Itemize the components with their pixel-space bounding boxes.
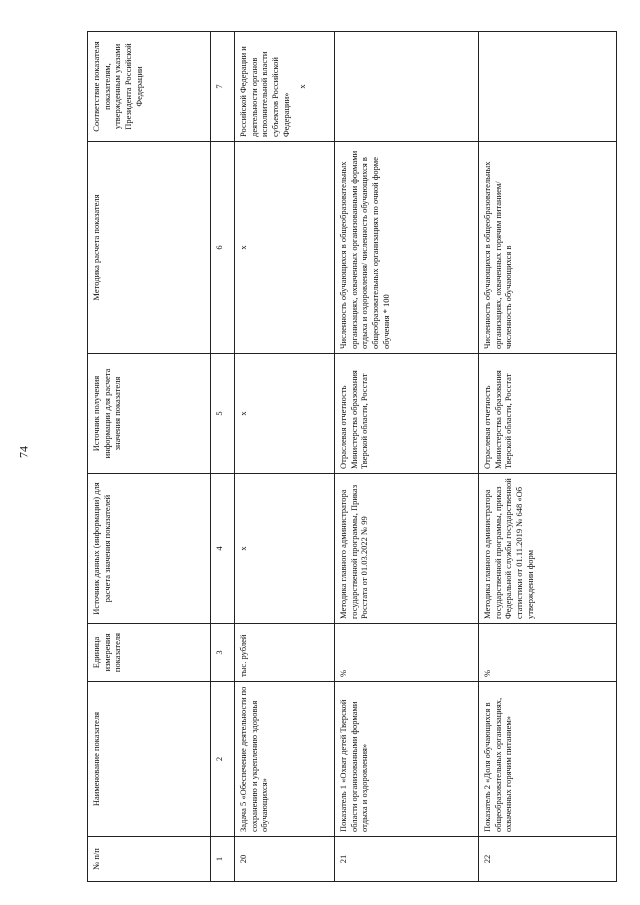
header-cell-info-source: Источник получения информации для расчета значения показателя [88,354,211,474]
compliance-cell [335,32,479,142]
table-row [235,32,335,882]
compliance-value: х [297,84,308,89]
indicator-table [87,31,617,882]
rotated-table-container [87,32,617,882]
indicator-name: Показатель 2 «Доля обучающихся в общеобразовательных организациях, охваченных горячим питанием» [479,682,617,837]
compliance-cell [235,32,335,142]
info-source-cell: Отраслевая отчетность Министерства образования Тверской области, Росстат [479,354,617,474]
page-number: 74 [16,446,31,458]
column-number: 3 [211,624,235,682]
header-cell-name: Наименование показателя [88,682,211,837]
indicator-name: Задача 5 «Обеспечение деятельности по сохранению и укреплению здоровья обучающихся» [235,682,335,837]
indicator-name: Показатель 1 «Охват детей Тверской области организованными формами отдыха и оздоровления» [335,682,479,837]
data-source-cell: Методика главного администратора государственной программы, приказ Федеральной службы государственной статистики от 01.11.2019 № 648 «Об утверждении форм [479,474,617,624]
column-number-row [211,32,235,882]
unit-cell: тыс. рублей [235,624,335,682]
info-source-cell: х [235,354,335,474]
method-cell: х [235,142,335,354]
header-row [88,32,211,882]
header-cell-data-source: Источник данных (информации) для расчета значения показателей [88,474,211,624]
row-number: 20 [235,837,335,882]
header-cell-compliance: Соответствие показателя показателям, утвержденным указами Президента Российской Федерации [88,32,211,142]
method-cell: Численность обучающихся в общеобразовательных организациях, охваченных горячим питанием/численность обучающихся в [479,142,617,354]
column-number: 2 [211,682,235,837]
compliance-continuation-text: Российской Федерации и деятельности органов исполнительной власти субъектов Российской Федерации» [238,46,291,137]
unit-cell: % [479,624,617,682]
header-cell-method: Методика расчета показателя [88,142,211,354]
table-row [479,32,617,882]
method-cell: Численность обучающихся в общеобразовательных организациях, охваченных организованными формами отдыха и оздоровления/ численность обучающихся в общеобразовательных организациях по очной форме обучения * 100 [335,142,479,354]
column-number: 5 [211,354,235,474]
data-source-cell: Методика главного администратора государственной программы, Приказ Росстата от 01.03.2022 № 99 [335,474,479,624]
unit-cell: % [335,624,479,682]
header-cell-unit: Единица измерения показателя [88,624,211,682]
column-number: 4 [211,474,235,624]
column-number: 1 [211,837,235,882]
header-cell-num: № п/п [88,837,211,882]
row-number: 22 [479,837,617,882]
info-source-cell: Отраслевая отчетность Министерства образования Тверской области, Росстат [335,354,479,474]
compliance-cell [479,32,617,142]
column-number: 7 [211,32,235,142]
data-source-cell: х [235,474,335,624]
row-number: 21 [335,837,479,882]
table-row [335,32,479,882]
column-number: 6 [211,142,235,354]
